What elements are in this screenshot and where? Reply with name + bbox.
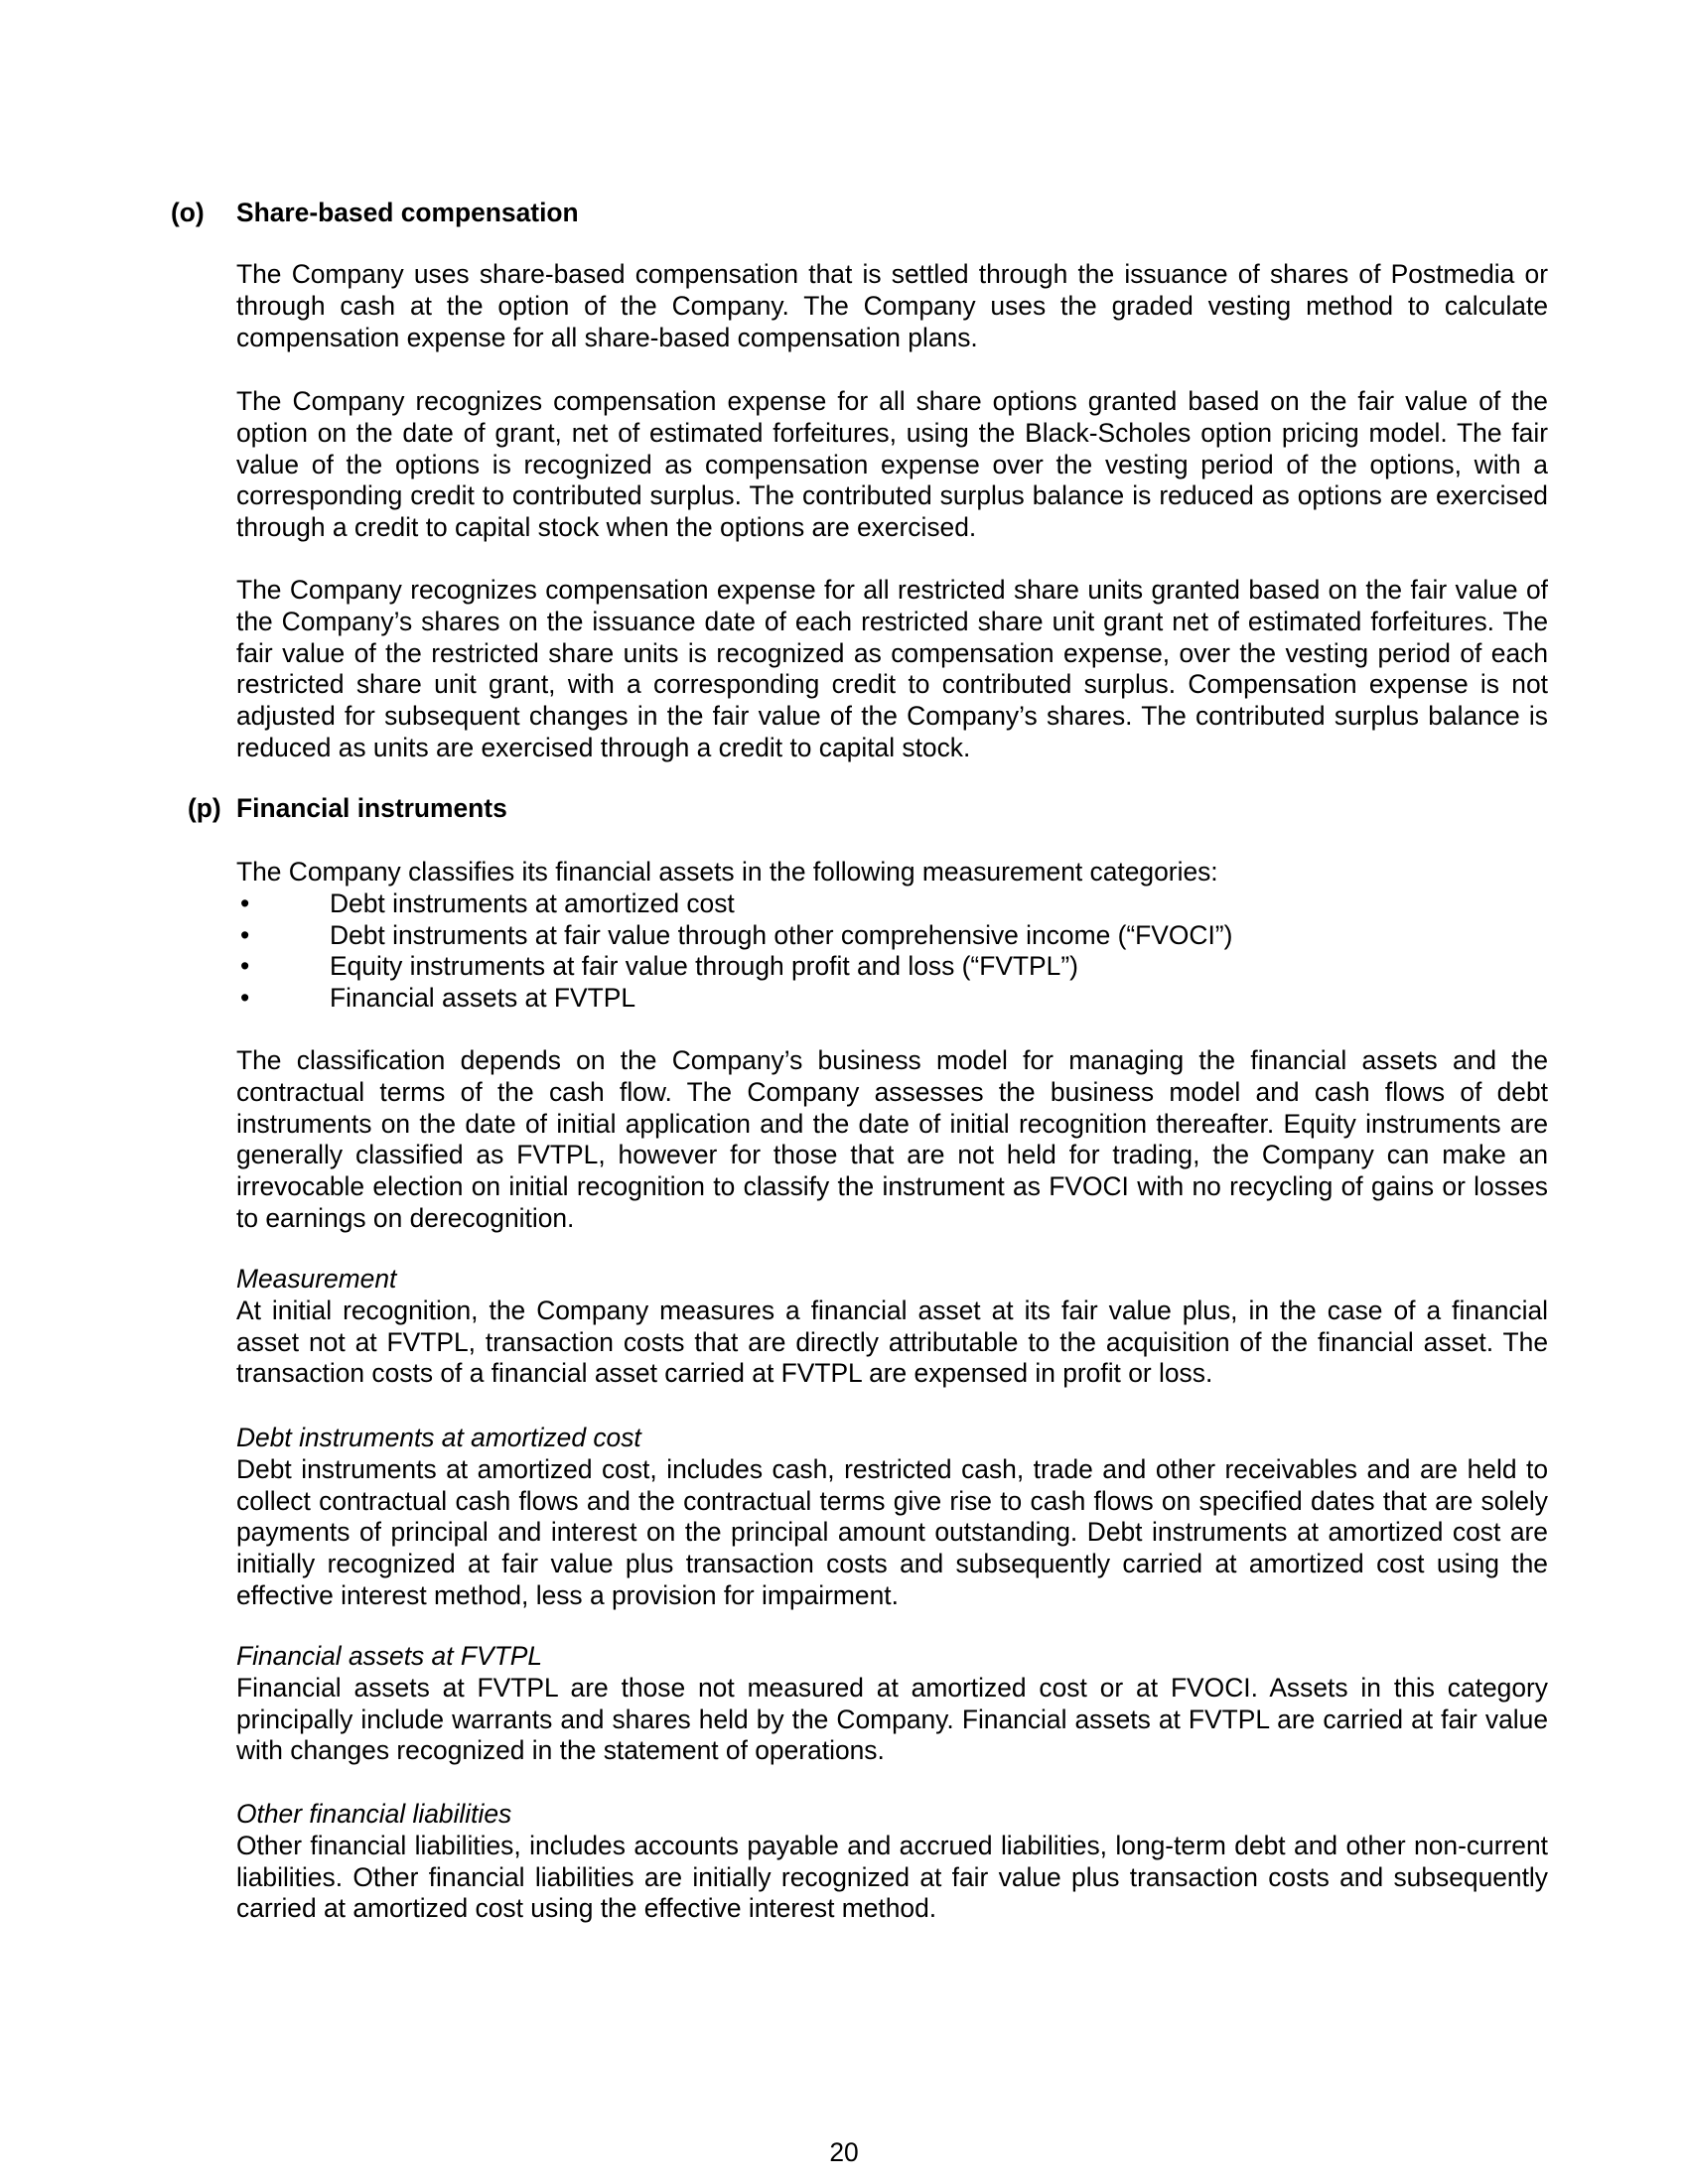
list-item-text: Financial assets at FVTPL	[330, 983, 636, 1014]
subsection-title: Measurement	[236, 1264, 397, 1294]
subsection-title: Debt instruments at amortized cost	[236, 1423, 641, 1452]
paragraph: The classification depends on the Company’s business model for managing the financial assets and the contractual terms of the cash flow. The Company assesses the business model and cash flows of debt instruments on the date of initial application and the date of initial recognition thereafter. Equity instruments are generally classified as FVTPL, however for those that are not held for trading, the Company can make an irrevocable election on initial recognition to classify the instrument as FVOCI with no recycling of gains or losses to earnings on derecognition.	[236, 1045, 1548, 1233]
subsection-title: Other financial liabilities	[236, 1799, 512, 1829]
paragraph: Debt instruments at amortized cost, includes cash, restricted cash, trade and other receivables and are held to collect contractual cash flows and the contractual terms give rise to cash flows on specified dates that are solely payments of principal and interest on the principal amount outstanding. Debt instruments at amortized cost are initially recognized at fair value plus transaction costs and subsequently carried at amortized cost using the effective interest method, less a provision for impairment.	[236, 1453, 1548, 1610]
section-p-title: Financial instruments	[236, 793, 507, 823]
list-item	[236, 888, 1548, 920]
section-p-heading	[188, 793, 507, 825]
section-o-heading	[171, 198, 579, 229]
list-item	[236, 951, 1548, 983]
paragraph: The Company recognizes compensation expense for all restricted share units granted based on the fair value of the Company’s shares on the issuance date of each restricted share unit grant net of estimated forfeitures. The fair value of the restricted share units is recognized as compensation expense, over the vesting period of each restricted share unit grant, with a corresponding credit to contributed surplus. Compensation expense is not adjusted for subsequent changes in the fair value of the Company’s shares. The contributed surplus balance is reduced as units are exercised through a credit to capital stock.	[236, 575, 1548, 762]
paragraph: Financial assets at FVTPL are those not measured at amortized cost or at FVOCI. Assets in this category principally include warrants and shares held by the Company. Financial assets at FVTPL are carried at fair value with changes recognized in the statement of operations.	[236, 1672, 1548, 1766]
page-number: 20	[829, 2137, 859, 2167]
list-item-text: Debt instruments at fair value through other comprehensive income (“FVOCI”)	[330, 919, 1233, 950]
subsection-measurement	[236, 1264, 1548, 1390]
section-o-title: Share-based compensation	[236, 198, 579, 227]
subsection-other-financial-liabilities	[236, 1799, 1548, 1925]
bullet-icon: •	[240, 983, 250, 1014]
paragraph: The Company classifies its financial assets in the following measurement categories:	[236, 857, 1218, 887]
paragraph: The Company recognizes compensation expense for all share options granted based on the fair value of the option on the date of grant, net of estimated forfeitures, using the Black-Scholes option pricing model. The fair value of the options is recognized as compensation expense over the vesting period of the options, with a corresponding credit to contributed surplus. The contributed surplus balance is reduced as options are exercised through a credit to capital stock when the options are exercised.	[236, 386, 1548, 543]
categories-list	[236, 857, 1548, 1015]
paragraph: Other financial liabilities, includes accounts payable and accrued liabilities, long-term debt and other non-current liabilities. Other financial liabilities are initially recognized at fair value plus transaction costs and subsequently carried at amortized cost using the effective interest method.	[236, 1830, 1548, 1924]
paragraph: The Company uses share-based compensation that is settled through the issuance of shares of Postmedia or through cash at the option of the Company. The Company uses the graded vesting method to calculate compensation expense for all share-based compensation plans.	[236, 259, 1548, 352]
list-item-text: Equity instruments at fair value through profit and loss (“FVTPL”)	[330, 951, 1078, 982]
list-item	[236, 920, 1548, 952]
section-o-label: (o)	[171, 198, 205, 227]
list-item-text: Debt instruments at amortized cost	[330, 887, 735, 918]
bullet-icon: •	[240, 887, 250, 918]
bullet-icon: •	[240, 951, 250, 982]
subsection-title: Financial assets at FVTPL	[236, 1641, 543, 1671]
subsection-debt-instruments	[236, 1423, 1548, 1612]
section-p-label: (p)	[188, 793, 221, 823]
subsection-financial-assets-fvtpl	[236, 1641, 1548, 1767]
paragraph: At initial recognition, the Company measures a financial asset at its fair value plus, in the case of a financial asset not at FVTPL, transaction costs that are directly attributable to the acquisition of the financial asset. The transaction costs of a financial asset carried at FVTPL are expensed in profit or loss.	[236, 1295, 1548, 1389]
bullet-icon: •	[240, 919, 250, 950]
list-item	[236, 983, 1548, 1015]
